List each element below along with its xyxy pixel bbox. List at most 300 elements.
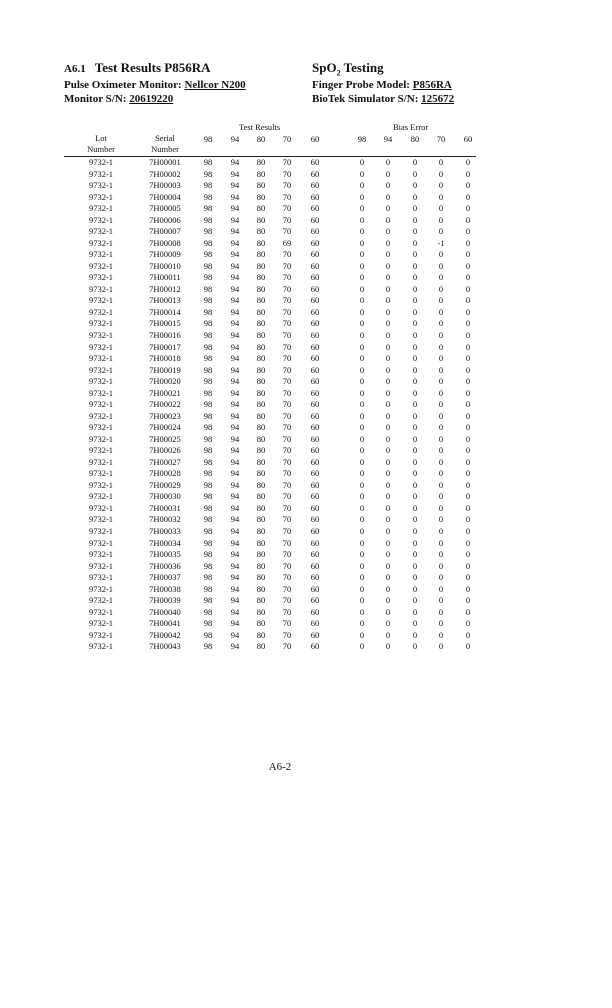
serial-header-line1: Serial [155,133,175,143]
bias-cell: 0 [465,168,471,179]
bias-cell: 0 [385,583,391,594]
result-cell: 98 [203,560,213,571]
result-cell: 94 [230,526,240,536]
bias-cell: 0 [385,502,391,513]
result-cell: 94 [230,226,240,237]
bias-cell: 0 [438,537,444,548]
result-cell: 60 [310,618,320,629]
bias-cell: 0 [359,318,365,329]
bias-cell: 0 [465,214,471,225]
result-cell: 98 [203,479,213,490]
result-cell: 80 [256,468,266,479]
bias-cell: 0 [438,549,444,560]
bias-cell: 0 [412,606,418,617]
bias-cell: 0 [385,468,391,479]
result-cell: 80 [256,410,266,421]
bias-cell: 0 [359,180,365,191]
bias-cell: 0 [385,203,391,214]
bias-cell: 0 [438,226,444,237]
lot-cell: 9732-1 [88,272,114,283]
bias-cell: 0 [465,157,471,167]
table-row [0,192,612,204]
monitor-sn-label: Monitor S/N: [64,93,130,105]
bias-cell: 0 [359,364,365,375]
result-cell: 70 [282,364,292,375]
result-cell: 98 [203,237,213,248]
serial-cell: 7H00009 [149,249,181,260]
serial-header-line2: Number [151,144,179,154]
bias-cell: 0 [385,399,391,410]
result-cell: 94 [230,572,240,583]
bias-cell: 0 [412,549,418,560]
serial-cell: 7H00025 [149,433,181,444]
bias-cell: 0 [412,641,418,652]
bias-cell: 0 [438,260,444,271]
result-cell: 80 [256,606,266,617]
lot-number-header [78,133,124,155]
result-level-header: 98 [203,134,213,144]
result-cell: 80 [256,422,266,433]
bias-cell: 0 [465,226,471,237]
serial-cell: 7H00015 [149,318,181,329]
serial-cell: 7H00013 [149,295,181,306]
table-row [0,514,612,526]
serial-cell: 7H00012 [149,283,181,294]
bias-cell: 0 [465,629,471,640]
result-cell: 60 [310,526,320,536]
test-results-group-header: Test Results [239,122,281,132]
lot-cell: 9732-1 [88,306,114,317]
bias-cell: 0 [359,226,365,237]
result-cell: 70 [282,295,292,306]
serial-cell: 7H00024 [149,422,181,433]
serial-cell: 7H00026 [149,445,181,456]
result-cell: 80 [256,226,266,237]
bias-cell: 0 [465,595,471,606]
result-cell: 80 [256,629,266,640]
table-row [0,203,612,215]
bias-cell: 0 [438,468,444,479]
result-cell: 80 [256,502,266,513]
serial-cell: 7H00007 [149,226,181,237]
bias-cell: 0 [359,410,365,421]
bias-cell: 0 [385,249,391,260]
bias-cell: 0 [359,260,365,271]
result-cell: 98 [203,433,213,444]
bias-cell: 0 [438,387,444,398]
result-cell: 80 [256,318,266,329]
serial-number-header [140,133,190,155]
result-cell: 70 [282,168,292,179]
bias-cell: 0 [385,514,391,525]
lot-cell: 9732-1 [88,456,114,467]
result-cell: 60 [310,260,320,271]
lot-cell: 9732-1 [88,468,114,479]
bias-level-header: 60 [463,134,473,144]
result-cell: 70 [282,341,292,352]
monitor-sn-value: 20619220 [129,93,174,105]
result-level-header: 70 [282,134,292,144]
bias-cell: 0 [438,295,444,306]
result-cell: 98 [203,491,213,502]
result-cell: 94 [230,595,240,606]
bias-cell: 0 [359,549,365,560]
bias-cell: 0 [359,629,365,640]
result-cell: 94 [230,491,240,502]
result-cell: 94 [230,203,240,214]
serial-cell: 7H00029 [149,479,181,490]
serial-cell: 7H00019 [149,364,181,375]
serial-cell: 7H00041 [149,618,181,629]
serial-cell: 7H00033 [149,526,181,536]
bias-cell: 0 [359,502,365,513]
bias-cell: 0 [438,272,444,283]
table-row [0,318,612,330]
serial-cell: 7H00023 [149,410,181,421]
table-row [0,295,612,307]
result-cell: 98 [203,318,213,329]
result-cell: 70 [282,433,292,444]
bias-cell: 0 [412,583,418,594]
bias-cell: 0 [438,595,444,606]
bias-cell: -1 [437,237,445,248]
serial-cell: 7H00017 [149,341,181,352]
bias-level-header: 98 [357,134,367,144]
bias-cell: 0 [359,606,365,617]
result-cell: 94 [230,514,240,525]
lot-cell: 9732-1 [88,168,114,179]
bias-cell: 0 [412,537,418,548]
bias-cell: 0 [465,318,471,329]
table-row [0,457,612,469]
result-cell: 70 [282,572,292,583]
bias-cell: 0 [438,502,444,513]
bias-cell: 0 [465,249,471,260]
bias-cell: 0 [465,456,471,467]
result-cell: 98 [203,157,213,167]
table-row [0,641,612,653]
table-row [0,272,612,284]
table-row [0,261,612,273]
bias-cell: 0 [385,456,391,467]
result-cell: 80 [256,191,266,202]
bias-cell: 0 [465,560,471,571]
table-row [0,388,612,400]
bias-cell: 0 [359,283,365,294]
result-cell: 98 [203,641,213,652]
bias-cell: 0 [465,422,471,433]
monitor-sn-info [64,93,173,105]
bias-cell: 0 [359,203,365,214]
bias-cell: 0 [385,629,391,640]
bias-cell: 0 [465,203,471,214]
bias-cell: 0 [385,537,391,548]
result-level-header: 60 [310,134,320,144]
result-cell: 70 [282,618,292,629]
bias-cell: 0 [359,237,365,248]
result-cell: 94 [230,364,240,375]
bias-cell: 0 [385,191,391,202]
serial-cell: 7H00010 [149,260,181,271]
bias-cell: 0 [465,410,471,421]
table-row [0,226,612,238]
result-cell: 98 [203,572,213,583]
result-cell: 98 [203,260,213,271]
result-cell: 60 [310,387,320,398]
bias-cell: 0 [359,537,365,548]
result-cell: 98 [203,168,213,179]
result-cell: 80 [256,329,266,340]
table-row [0,561,612,573]
bias-cell: 0 [359,341,365,352]
bias-cell: 0 [438,203,444,214]
result-cell: 94 [230,157,240,167]
lot-cell: 9732-1 [88,341,114,352]
bias-cell: 0 [465,376,471,387]
result-cell: 70 [282,203,292,214]
result-cell: 98 [203,410,213,421]
lot-cell: 9732-1 [88,606,114,617]
serial-cell: 7H00008 [149,237,181,248]
result-cell: 98 [203,422,213,433]
table-row [0,411,612,423]
result-cell: 60 [310,595,320,606]
result-cell: 70 [282,387,292,398]
bias-cell: 0 [385,526,391,536]
result-cell: 70 [282,260,292,271]
bias-cell: 0 [465,526,471,536]
page-number: A6-2 [268,761,292,773]
result-cell: 98 [203,399,213,410]
result-cell: 94 [230,537,240,548]
result-cell: 70 [282,410,292,421]
bias-cell: 0 [385,549,391,560]
result-cell: 80 [256,237,266,248]
bias-cell: 0 [438,329,444,340]
bias-cell: 0 [359,329,365,340]
lot-cell: 9732-1 [88,249,114,260]
bias-cell: 0 [438,341,444,352]
bias-level-header: 94 [383,134,393,144]
result-cell: 70 [282,514,292,525]
serial-cell: 7H00027 [149,456,181,467]
bias-cell: 0 [412,157,418,167]
table-row [0,238,612,250]
serial-cell: 7H00018 [149,353,181,364]
lot-cell: 9732-1 [88,226,114,237]
bias-cell: 0 [465,329,471,340]
bias-cell: 0 [385,479,391,490]
lot-header-line2: Number [87,144,115,154]
bias-cell: 0 [465,433,471,444]
result-cell: 70 [282,353,292,364]
result-cell: 60 [310,214,320,225]
result-cell: 60 [310,468,320,479]
table-row [0,491,612,503]
result-cell: 60 [310,203,320,214]
result-cell: 80 [256,456,266,467]
bias-cell: 0 [438,433,444,444]
result-cell: 94 [230,399,240,410]
result-cell: 94 [230,468,240,479]
serial-cell: 7H00032 [149,514,181,525]
bias-cell: 0 [465,641,471,652]
result-cell: 98 [203,387,213,398]
result-cell: 98 [203,214,213,225]
bias-cell: 0 [412,456,418,467]
bias-cell: 0 [359,249,365,260]
result-cell: 94 [230,629,240,640]
result-cell: 80 [256,364,266,375]
serial-cell: 7H00031 [149,502,181,513]
bias-cell: 0 [412,422,418,433]
bias-cell: 0 [438,479,444,490]
bias-cell: 0 [465,260,471,271]
result-cell: 80 [256,618,266,629]
result-cell: 80 [256,306,266,317]
bias-cell: 0 [438,526,444,536]
bias-cell: 0 [438,606,444,617]
result-cell: 60 [310,364,320,375]
lot-cell: 9732-1 [88,491,114,502]
lot-cell: 9732-1 [88,237,114,248]
lot-cell: 9732-1 [88,364,114,375]
result-cell: 80 [256,180,266,191]
bias-cell: 0 [465,468,471,479]
bias-cell: 0 [465,237,471,248]
result-cell: 70 [282,191,292,202]
bias-cell: 0 [385,595,391,606]
result-cell: 70 [282,491,292,502]
bias-cell: 0 [465,549,471,560]
result-cell: 98 [203,514,213,525]
bias-cell: 0 [385,422,391,433]
result-cell: 70 [282,306,292,317]
serial-cell: 7H00040 [149,606,181,617]
bias-cell: 0 [385,329,391,340]
bias-cell: 0 [412,180,418,191]
result-cell: 98 [203,595,213,606]
bias-cell: 0 [412,514,418,525]
bias-cell: 0 [385,364,391,375]
result-cell: 60 [310,629,320,640]
lot-cell: 9732-1 [88,502,114,513]
bias-cell: 0 [438,180,444,191]
result-cell: 80 [256,214,266,225]
result-cell: 70 [282,399,292,410]
result-cell: 70 [282,329,292,340]
result-cell: 98 [203,295,213,306]
result-cell: 60 [310,399,320,410]
result-cell: 80 [256,341,266,352]
bias-cell: 0 [438,376,444,387]
result-cell: 94 [230,329,240,340]
result-cell: 80 [256,537,266,548]
result-cell: 60 [310,606,320,617]
result-cell: 60 [310,491,320,502]
bias-cell: 0 [412,410,418,421]
result-cell: 70 [282,595,292,606]
result-cell: 80 [256,549,266,560]
bias-cell: 0 [385,376,391,387]
bias-cell: 0 [465,272,471,283]
bias-cell: 0 [359,214,365,225]
table-row [0,307,612,319]
bias-cell: 0 [438,583,444,594]
bias-cell: 0 [465,341,471,352]
bias-cell: 0 [359,272,365,283]
lot-cell: 9732-1 [88,295,114,306]
bias-cell: 0 [465,399,471,410]
result-level-header: 80 [256,134,266,144]
result-cell: 60 [310,237,320,248]
result-cell: 60 [310,272,320,283]
result-cell: 94 [230,318,240,329]
bias-cell: 0 [438,364,444,375]
result-cell: 60 [310,249,320,260]
bias-cell: 0 [385,272,391,283]
result-cell: 70 [282,226,292,237]
bias-cell: 0 [412,376,418,387]
lot-cell: 9732-1 [88,203,114,214]
bias-cell: 0 [412,595,418,606]
table-row [0,526,612,538]
result-cell: 98 [203,629,213,640]
result-cell: 98 [203,329,213,340]
result-cell: 94 [230,387,240,398]
lot-cell: 9732-1 [88,526,114,536]
bias-cell: 0 [412,341,418,352]
bias-cell: 0 [359,641,365,652]
result-cell: 60 [310,572,320,583]
bias-cell: 0 [438,629,444,640]
serial-cell: 7H00021 [149,387,181,398]
result-cell: 98 [203,537,213,548]
lot-cell: 9732-1 [88,595,114,606]
table-row [0,422,612,434]
serial-cell: 7H00042 [149,629,181,640]
result-cell: 80 [256,514,266,525]
result-cell: 70 [282,537,292,548]
bias-cell: 0 [412,226,418,237]
result-cell: 94 [230,306,240,317]
result-cell: 70 [282,526,292,536]
result-cell: 80 [256,376,266,387]
bias-cell: 0 [359,595,365,606]
simulator-value: 125672 [421,93,455,105]
result-cell: 80 [256,560,266,571]
bias-cell: 0 [465,364,471,375]
table-row [0,376,612,388]
result-cell: 94 [230,502,240,513]
result-cell: 94 [230,295,240,306]
bias-cell: 0 [412,318,418,329]
table-row [0,630,612,642]
result-cell: 94 [230,272,240,283]
bias-cell: 0 [412,364,418,375]
bias-cell: 0 [385,641,391,652]
bias-cell: 0 [385,260,391,271]
result-cell: 80 [256,479,266,490]
result-cell: 94 [230,641,240,652]
result-cell: 80 [256,157,266,167]
bias-cell: 0 [438,168,444,179]
serial-cell: 7H00006 [149,214,181,225]
spo2-title-subscript: 2 [336,68,341,78]
bias-cell: 0 [438,157,444,167]
section-number: A6.1 [64,63,86,75]
bias-cell: 0 [385,445,391,456]
